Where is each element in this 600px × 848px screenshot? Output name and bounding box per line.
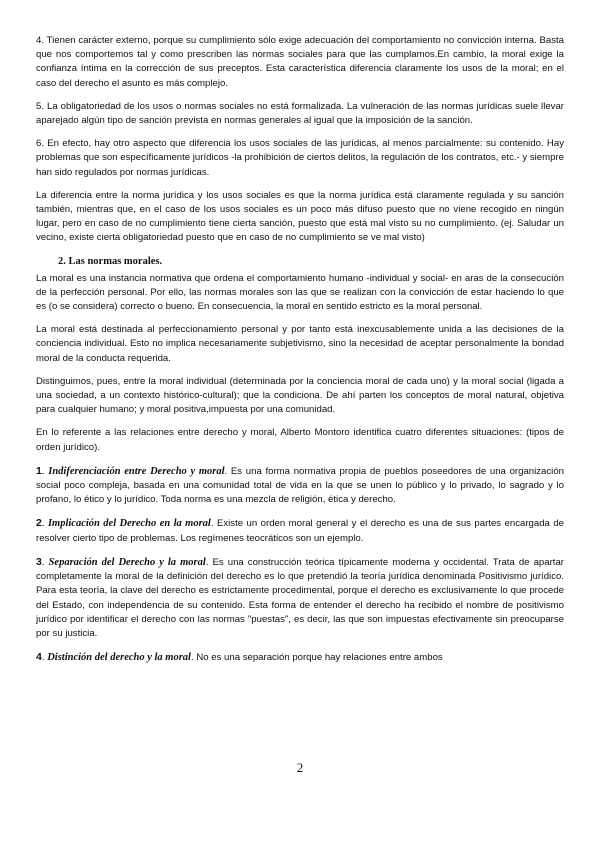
relation-item-4: 4. Distinción del derecho y la moral. No es una separación porque hay relaciones entre ambos	[36, 651, 443, 664]
moral-paragraph-1: La moral es una instancia normativa que ordena el comportamiento humano -individual y social- en aras de la consecución de la perfección personal. Por ello, las normas morales son las que se realizan con la convicción de estar haciendo lo que es (o se considera) correcto o bueno. En consecuencia, la moral en sentido estricto es la moral personal.	[36, 272, 564, 313]
relation-lead: Distinción del derecho y la moral	[47, 652, 191, 664]
relation-number: 3	[36, 555, 42, 568]
relation-text: . No es una separación porque hay relaciones entre ambos	[190, 652, 443, 664]
paragraph-5-obligation: 5. La obligatoriedad de los usos o normas sociales no está formalizada. La vulneración de las normas jurídicas suele llevar aparejado algún tipo de sanción prevista en normas generales al igual que la imposición de la sanción.	[36, 100, 564, 127]
relation-number: 4	[36, 651, 42, 664]
relation-text: . Existe un orden moral general y el derecho es una de sus partes encargada de resolver cierto tipo de problemas. Los regímenes teocráticos son un ejemplo.	[36, 518, 564, 544]
relation-item-3: 3. Separación del Derecho y la moral. Es una construcción teórica típicamente moderna y occidental. Trata de apartar completamente la moral de la definición del derecho es lo que pretendió la teoría jurídica denominada Positivismo jurídico. Para esta teoría, la clave del derecho es estrictamente procedimental, porque el derecho es exclusivamente lo que procede del Estado, con independencia de su contenido. Esta forma de entender el derecho ha recibido el nombre de positivismo jurídico por identificar el derecho con las normas "puestas", es decir, las que son impuestas efectivamente sin preocuparse por su justicia.	[36, 555, 564, 639]
section-heading-moral-norms: 2. Las normas morales.	[58, 255, 163, 267]
relation-lead: Implicación del Derecho en la moral	[47, 518, 211, 530]
moral-paragraph-4: En lo referente a las relaciones entre derecho y moral, Alberto Montoro identifica cuatro diferentes situaciones: (tipos de orden jurídico).	[36, 427, 564, 453]
relation-text: . Es una construcción teórica típicamente moderna y occidental. Trata de apartar completamente la moral de la definición del derecho es lo que pretendió la teoría jurídica denominada Positivismo jurídico. Para esta teoría, la clave del derecho es estrictamente procedimental, porque el derecho es exclusivamente lo que procede del Estado, con independencia de su contenido. Esta forma de entender el derecho ha recibido el nombre de positivismo jurídico por identificar el derecho con las normas "puestas", es decir, las que son impuestas efectivamente sin preocuparse por su justicia.	[36, 556, 564, 639]
page-number: 2	[296, 760, 304, 775]
paragraph-difference: La diferencia entre la norma jurídica y los usos sociales es que la norma jurídica está claramente regulada y su sanción también, mientras que, en el caso de los usos sociales es un poco más difuso puesto que no viene recogido en ningún lugar, pero en caso de no cumplimiento tiene cierta sanción, puesto que está mal visto su no cumplimiento. (ej. Saludar un vecino, existe cierta obligatoriedad puesto que en caso de no cumplimiento se ve mal visto)	[36, 189, 564, 244]
relation-text: . Es una forma normativa propia de pueblos poseedores de una organización social poco compleja, basada en una comunidad total de vida en la que se unen lo público y lo privado, lo sagrado y lo profano, lo ético y lo jurídico. Toda norma es una mezcla de religión, ética y derecho.	[36, 465, 564, 506]
moral-paragraph-3: Distinguimos, pues, entre la moral individual (determinada por la conciencia moral de cada uno) y la moral social (ligada a una sociedad, a un contexto histórico-cultural); que la condiciona. De ahí parten los conceptos de moral natural, objetiva para cualquier humano; y moral positiva,impuesta por una comunidad.	[36, 375, 564, 416]
relation-lead: Separación del Derecho y la moral	[48, 556, 206, 568]
relation-lead: Indiferenciación entre Derecho y moral	[48, 465, 225, 477]
relation-number: 1	[36, 464, 42, 477]
paragraph-6-content: 6. En efecto, hay otro aspecto que diferencia los usos sociales de las jurídicas, al menos parcialmente: su contenido. Hay problemas que son específicamente jurídicos -la prohibición de ciertos delitos, la regulación de los contratos, etc.- y siempre han sido regulados por normas jurídicas.	[36, 138, 564, 178]
moral-paragraph-2: La moral está destinada al perfeccionamiento personal y por tanto está inexcusablemente unida a las decisiones de la conciencia individual. Esto no implica necesariamente subjetivismo, sino la necesidad de aceptar personalmente la bondad moral de la conducta requerida.	[36, 324, 564, 364]
paragraph-4-external-character: 4. Tienen carácter externo, porque su cumplimiento sólo exige adecuación del comportamiento no convicción interna. Basta que nos comportemos tal y como prescriben las normas sociales para que las cumplamos.En cambio, la moral exige la confianza íntima en la corrección de sus preceptos. Esta característica diferencia claramente los usos de la moral; en el caso del derecho el asunto es más complejo.	[36, 35, 564, 89]
relation-item-1: 1. Indiferenciación entre Derecho y moral. Es una forma normativa propia de pueblos poseedores de una organización social poco compleja, basada en una comunidad total de vida en la que se unen lo público y lo privado, lo sagrado y lo profano, lo ético y lo jurídico. Toda norma es una mezcla de religión, ética y derecho.	[36, 464, 564, 506]
relation-item-2: 2. Implicación del Derecho en la moral. Existe un orden moral general y el derecho es una de sus partes encargada de resolver cierto tipo de problemas. Los regímenes teocráticos son un ejemplo.	[36, 517, 564, 544]
relation-number: 2	[36, 517, 42, 530]
